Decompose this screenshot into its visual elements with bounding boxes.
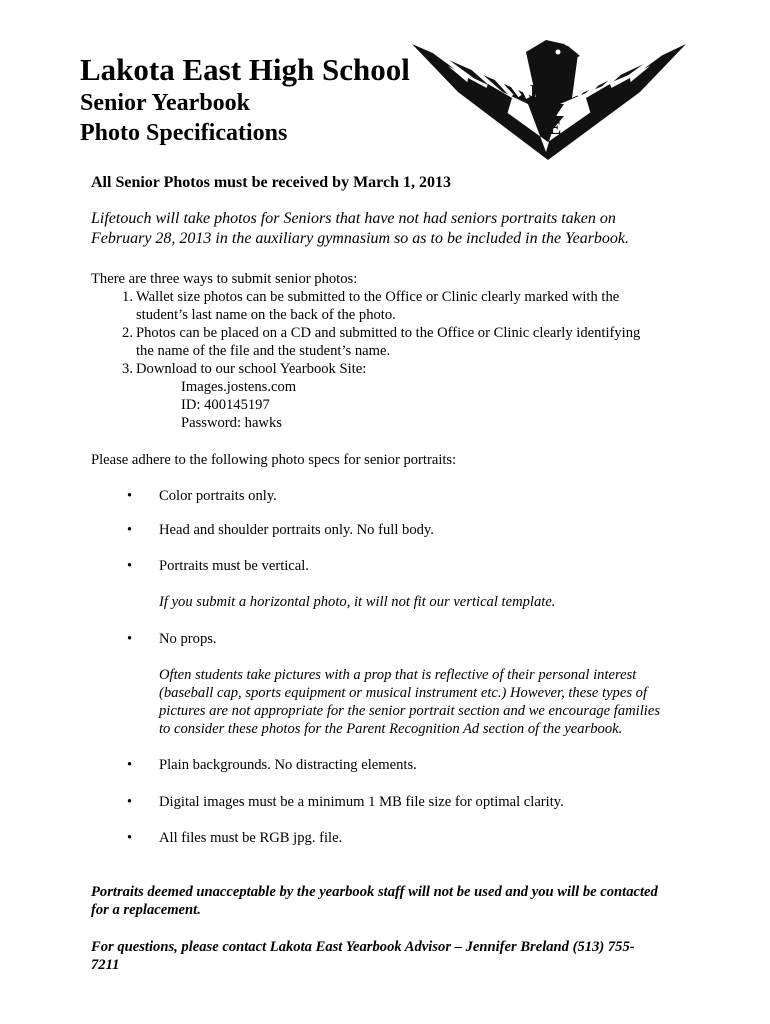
submit-item-2-line-2: the name of the file and the student’s name. (136, 343, 391, 359)
yearbook-password: Password: hawks (181, 415, 282, 431)
bullet-icon: • (127, 794, 133, 810)
props-note-line-1: Often students take pictures with a prop that is reflective of their personal interest (159, 667, 637, 683)
spec-plain-background: Plain backgrounds. No distracting elements. (159, 757, 417, 773)
vertical-note: If you submit a horizontal photo, it will not fit our vertical template. (159, 594, 556, 610)
unacceptable-line-2: for a replacement. (91, 902, 201, 918)
spec-no-props: No props. (159, 631, 217, 647)
logo-letter-l: L (530, 81, 544, 103)
contact-line-1: For questions, please contact Lakota East Yearbook Advisor – Jennifer Breland (513) 755- (91, 939, 635, 955)
school-title: Lakota East High School (80, 52, 410, 87)
props-note-line-2: (baseball cap, sports equipment or musical instrument etc.) However, these types of (159, 685, 647, 701)
lifetouch-line-1: Lifetouch will take photos for Seniors that have not had seniors portraits taken on (91, 210, 616, 227)
submit-intro: There are three ways to submit senior photos: (91, 271, 358, 287)
submit-item-3-line-1: Download to our school Yearbook Site: (136, 361, 367, 377)
yearbook-subtitle: Senior Yearbook (80, 90, 251, 116)
spec-color: Color portraits only. (159, 488, 277, 504)
spec-rgb-jpg: All files must be RGB jpg. file. (159, 830, 343, 846)
lifetouch-line-2: February 28, 2013 in the auxiliary gymnasium so as to be included in the Yearbook. (91, 230, 630, 247)
submit-item-number: 2. (122, 325, 133, 341)
submit-item-number: 1. (122, 289, 133, 305)
props-note-line-4: to consider these photos for the Parent Recognition Ad section of the yearbook. (159, 721, 623, 737)
bullet-icon: • (127, 558, 133, 574)
deadline-notice: All Senior Photos must be received by March 1, 2013 (91, 174, 451, 191)
bullet-icon: • (127, 830, 133, 846)
contact-line-2: 7211 (91, 957, 120, 973)
bullet-icon: • (127, 757, 133, 773)
yearbook-site: Images.jostens.com (181, 379, 297, 395)
submit-item-1-line-1: Wallet size photos can be submitted to the Office or Clinic clearly marked with the (136, 289, 620, 305)
specs-intro: Please adhere to the following photo specs for senior portraits: (91, 452, 457, 468)
logo-letter-e: E (548, 117, 562, 139)
submit-item-number: 3. (122, 361, 133, 377)
eagle-logo-icon (408, 38, 690, 162)
spec-vertical: Portraits must be vertical. (159, 558, 309, 574)
specs-subtitle: Photo Specifications (80, 120, 288, 146)
bullet-icon: • (127, 522, 133, 538)
submit-item-2-line-1: Photos can be placed on a CD and submitted to the Office or Clinic clearly identifying (136, 325, 641, 341)
bullet-icon: • (127, 488, 133, 504)
yearbook-id: ID: 400145197 (181, 397, 270, 413)
props-note-line-3: pictures are not appropriate for the senior portrait section and we encourage families (159, 703, 661, 719)
unacceptable-line-1: Portraits deemed unacceptable by the yearbook staff will not be used and you will be contacted (91, 884, 658, 900)
submit-item-1-line-2: student’s last name on the back of the photo. (136, 307, 396, 323)
spec-file-size: Digital images must be a minimum 1 MB file size for optimal clarity. (159, 794, 564, 810)
spec-head-shoulder: Head and shoulder portraits only. No full body. (159, 522, 434, 538)
bullet-icon: • (127, 631, 133, 647)
